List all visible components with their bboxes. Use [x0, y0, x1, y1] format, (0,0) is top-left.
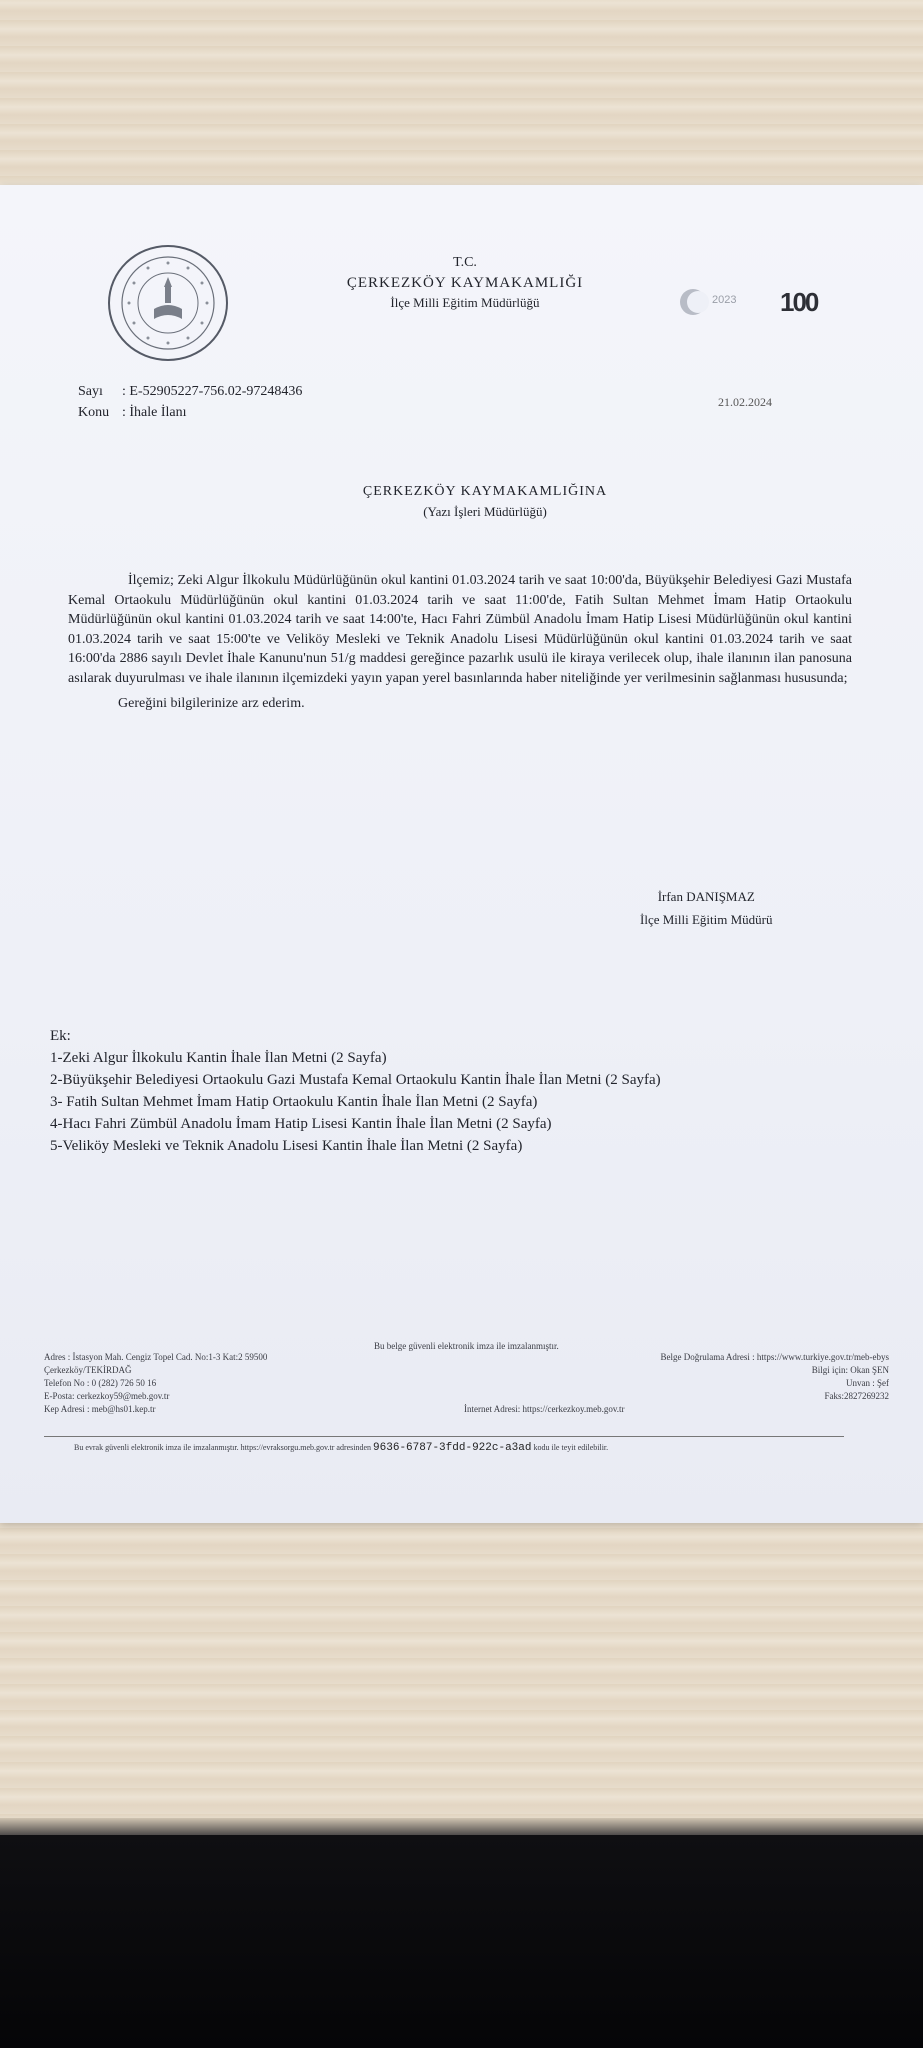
email-line: E-Posta: cerkezkoy59@meb.gov.tr [44, 1391, 170, 1401]
sayi-value: : E-52905227-756.02-97248436 [122, 384, 303, 399]
konu-value: : İhale İlanı [122, 405, 187, 420]
verification-line [74, 1441, 854, 1455]
crescent-icon [680, 289, 706, 315]
body-paragraph-2: Gereğini bilgilerinize arz ederim. [118, 696, 305, 711]
attachment-item: 4-Hacı Fahri Zümbül Anadolu İmam Hatip Lisesi Kantin İhale İlan Metni (2 Sayfa) [50, 1116, 552, 1132]
centenary-logo [680, 285, 850, 325]
authority-name: ÇERKEZKÖY KAYMAKAMLIĞI [346, 275, 584, 291]
hundred-logo-text: 100 [780, 287, 818, 317]
signer-name: İrfan DANIŞMAZ [657, 889, 755, 904]
attachment-item: 1-Zeki Algur İlkokulu Kantin İhale İlan Metni (2 Sayfa) [50, 1050, 387, 1066]
verification-suffix: kodu ile teyit edilebilir. [533, 1443, 609, 1452]
year-logo-text: 2023 [712, 294, 737, 306]
internet-line: İnternet Adresi: https://cerkezkoy.meb.gov.tr [464, 1404, 625, 1414]
sayi-label: Sayı [78, 384, 103, 399]
address-line: Adres : İstasyon Mah. Cengiz Topel Cad. No:1-3 Kat:2 59500 [44, 1352, 268, 1362]
konu-label: Konu [78, 405, 110, 420]
document-date: 21.02.2024 [718, 395, 772, 409]
signature-block [640, 885, 773, 931]
footer-divider [44, 1436, 844, 1437]
signer-title: İlçe Milli Eğitim Müdürü [640, 912, 773, 927]
attachment-item: 3- Fatih Sultan Mehmet İmam Hatip Ortaokulu Kantin İhale İlan Metni (2 Sayfa) [50, 1094, 538, 1110]
city-line: Çerkezköy/TEKİRDAĞ [44, 1365, 132, 1375]
info-line: Bilgi için: Okan ŞEN [811, 1365, 889, 1375]
meb-emblem-icon [108, 245, 228, 361]
attachments-label: Ek: [50, 1028, 71, 1044]
document-meta [78, 381, 302, 423]
unit-name: İlçe Milli Eğitim Müdürlüğü [390, 295, 540, 310]
addressee [250, 481, 720, 521]
official-letter [0, 185, 923, 1523]
attachment-item: 5-Veliköy Mesleki ve Teknik Anadolu Lisesi Kantin İhale İlan Metni (2 Sayfa) [50, 1138, 523, 1154]
info-block [514, 1351, 889, 1403]
tc-label: T.C. [453, 255, 477, 270]
verify-line: Belge Doğrulama Adresi : https://www.turkiye.gov.tr/meb-ebys [660, 1352, 889, 1362]
attachments [50, 1025, 661, 1157]
role-line: Unvan : Şef [846, 1378, 889, 1388]
verification-note: Bu evrak güvenli elektronik imza ile imzalanmıştır. https://evraksorgu.meb.gov.tr adresinden [74, 1443, 372, 1452]
secure-signature-note: Bu belge güvenli elektronik imza ile imzalanmıştır. [374, 1341, 559, 1351]
addressee-line1: ÇERKEZKÖY KAYMAKAMLIĞINA [362, 484, 608, 499]
addressee-line2: (Yazı İşleri Müdürlüğü) [423, 504, 547, 519]
phone-line: Telefon No : 0 (282) 726 50 16 [44, 1378, 157, 1388]
verification-code: 9636-6787-3fdd-922c-a3ad [373, 1442, 532, 1454]
dark-background [0, 1835, 923, 2048]
kep-line: Kep Adresi : meb@hs01.kep.tr [44, 1404, 156, 1414]
letter-body [68, 571, 852, 714]
letterhead [330, 253, 600, 313]
body-paragraph-1: İlçemiz; Zeki Algur İlkokulu Müdürlüğünün okul kantini 01.03.2024 tarih ve saat 10:00'da, Büyükşehir Belediyesi Gazi Mustafa Kemal Ortaokulu Müdürlüğünün okul kantini 01.03.2024 tarih ve saat 11:00'de, Fatih Sultan Mehmet İmam Hatip Ortaokulu Müdürlüğünün okul kantini 01.03.2024 tarih ve saat 14:00'te, Hacı Fahri Zümbül Anadolu İmam Hatip Lisesi Müdürlüğünün okul kantini 01.03.2024 tarih ve saat 15:00'te ve Veliköy Mesleki ve Teknik Anadolu Lisesi Müdürlüğünün okul kantini 01.03.2024 tarih ve saat 16:00'da 2886 sayılı Devlet İhale Kanunu'nun 51/g maddesi gereğince pazarlık usulü ile kiraya verilecek olup, ihale ilanının ilan panosuna asılarak duyurulması ve ihale ilanının ilçemizdeki yayın yapan yerel basınlarında haber niteliğinde yer verilmesinin sağlanması hususunda; [68, 573, 852, 686]
attachment-item: 2-Büyükşehir Belediyesi Ortaokulu Gazi Mustafa Kemal Ortaokulu Kantin İhale İlan Metni (2 Sayfa) [50, 1072, 661, 1088]
fax-line: Faks:2827269232 [824, 1391, 889, 1401]
contact-block [44, 1351, 267, 1416]
